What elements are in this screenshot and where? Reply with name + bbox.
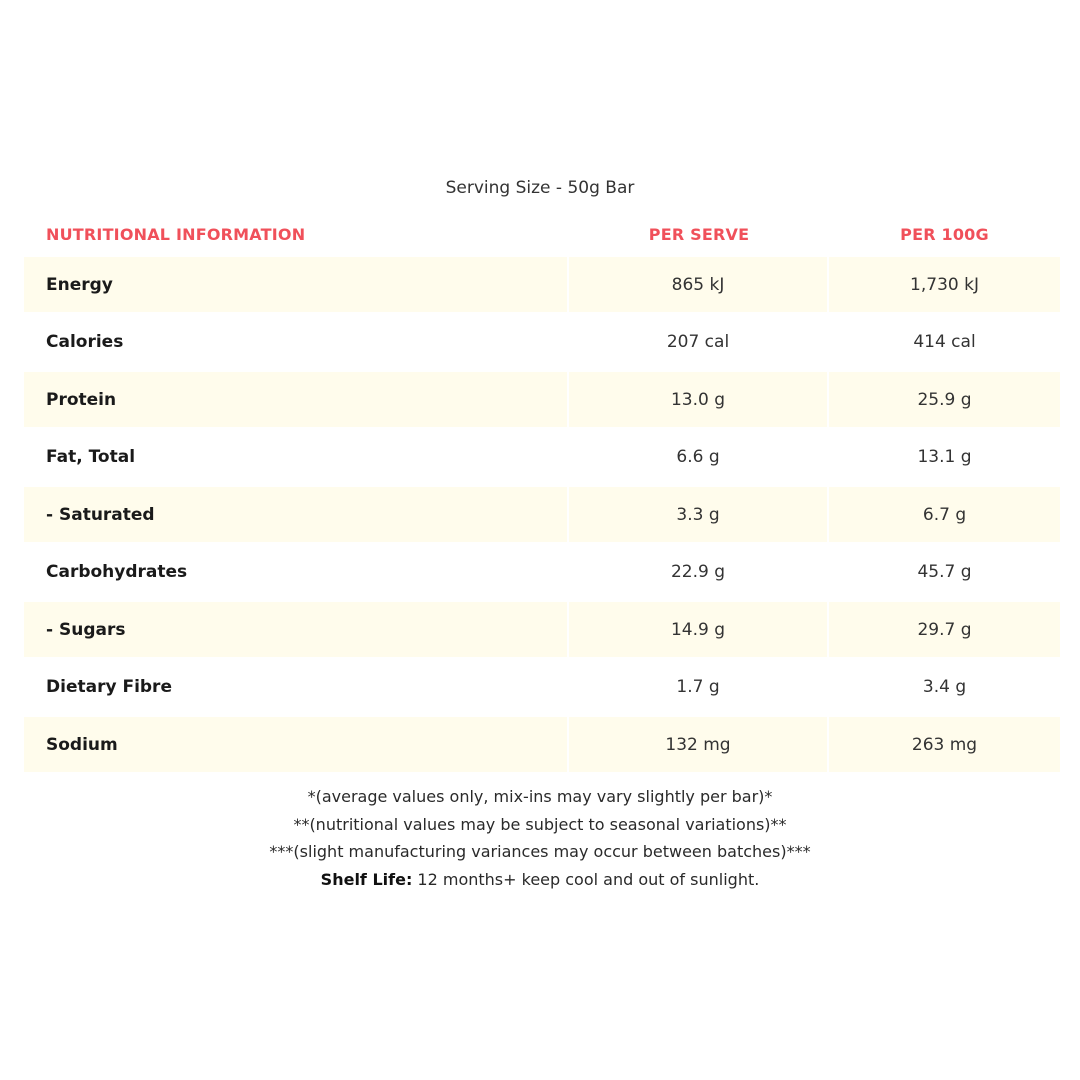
table-row <box>24 659 1060 717</box>
nutrient-name: Dietary Fibre <box>46 677 172 698</box>
table-row <box>24 716 1060 774</box>
nutrition-table <box>24 212 1060 774</box>
shelf-life <box>0 866 1080 894</box>
per-serve-value: 22.9 g <box>670 562 726 583</box>
table-row <box>24 486 1060 544</box>
per-100g-value: 29.7 g <box>917 619 972 640</box>
nutrient-name: Protein <box>46 389 117 410</box>
per-serve-value: 3.3 g <box>676 504 720 525</box>
nutrient-name: Calories <box>46 332 124 353</box>
per-serve-value: 207 cal <box>666 332 730 353</box>
nutrient-name: Energy <box>46 274 113 295</box>
per-serve-value: 13.0 g <box>670 389 726 410</box>
footnotes <box>0 783 1080 893</box>
per-100g-value: 1,730 kJ <box>910 274 979 295</box>
per-serve-value: 6.6 g <box>676 447 720 468</box>
per-serve-value: 132 mg <box>665 734 731 755</box>
per-100g-value: 45.7 g <box>917 562 972 583</box>
per-100g-value: 6.7 g <box>922 504 967 525</box>
nutrient-name: Fat, Total <box>46 447 136 468</box>
table-row <box>24 601 1060 659</box>
per-100g-value: 263 mg <box>911 734 978 755</box>
table-row <box>24 429 1060 487</box>
per-100g-value: 414 cal <box>913 332 976 353</box>
footnote-average-values: *(average values only, mix-ins may vary slightly per bar)* <box>307 787 773 806</box>
table-header-row <box>24 212 1060 256</box>
table-row <box>24 256 1060 314</box>
table-row <box>24 371 1060 429</box>
table-row <box>24 544 1060 602</box>
table-row <box>24 314 1060 372</box>
per-serve-value: 865 kJ <box>671 274 725 295</box>
header-nutrient: NUTRITIONAL INFORMATION <box>46 224 306 244</box>
per-serve-value: 14.9 g <box>670 619 726 640</box>
per-100g-value: 3.4 g <box>922 677 967 698</box>
header-per-serve: PER SERVE <box>648 224 750 244</box>
per-100g-value: 13.1 g <box>917 447 972 468</box>
nutrient-name: - Sugars <box>46 619 126 640</box>
shelf-life-label: Shelf Life: <box>320 869 413 889</box>
per-serve-value: 1.7 g <box>676 677 720 698</box>
shelf-life-text: 12 months+ keep cool and out of sunlight. <box>412 869 760 889</box>
nutrient-name: Carbohydrates <box>46 562 188 583</box>
nutrient-name: Sodium <box>46 734 118 755</box>
footnote-manufacturing-variances: ***(slight manufacturing variances may occur between batches)*** <box>269 842 811 861</box>
per-100g-value: 25.9 g <box>917 389 972 410</box>
header-per-100g: PER 100G <box>900 224 989 244</box>
serving-size: Serving Size - 50g Bar <box>445 178 635 198</box>
nutrient-name: - Saturated <box>46 504 155 525</box>
footnote-seasonal-variations: **(nutritional values may be subject to seasonal variations)** <box>293 814 787 834</box>
